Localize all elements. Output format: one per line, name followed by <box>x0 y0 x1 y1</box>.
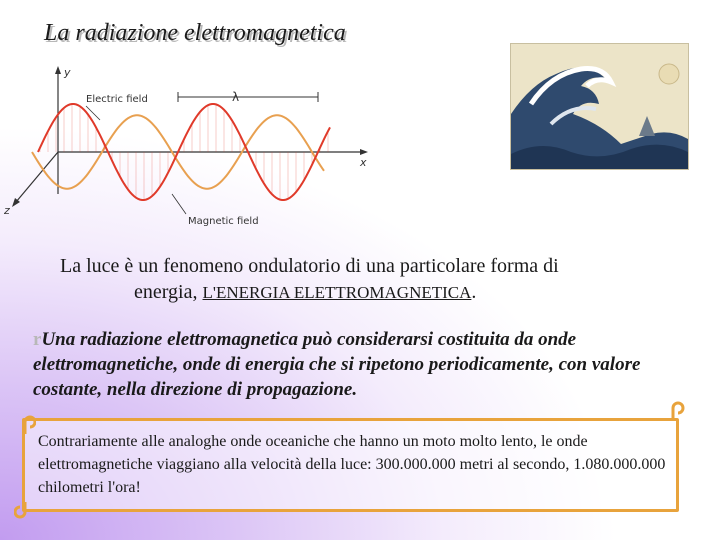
scroll-callout <box>14 410 689 520</box>
scroll-curl-top-left-icon <box>14 414 36 436</box>
intro-line-1: La luce è un fenomeno ondulatorio di una particolare forma di <box>60 255 559 277</box>
em-wave-diagram <box>0 62 380 232</box>
great-wave-image <box>510 43 689 170</box>
x-axis-arrow <box>360 149 368 155</box>
definition-paragraph <box>33 327 693 402</box>
z-axis-label: z <box>4 204 10 217</box>
bullet-icon: r <box>33 329 42 350</box>
definition-text: Una radiazione elettromagnetica può considerarsi costituita da onde elettromagnetiche, onde di energia che si ripetono periodicamente, con valore costante, nella direzione di propagazione. <box>33 329 641 400</box>
x-axis-label: x <box>360 156 367 169</box>
scroll-curl-bottom-left-icon <box>14 500 36 522</box>
scroll-text: Contrariamente alle analoghe onde oceaniche che hanno un moto molto lento, le onde elettromagnetiche viaggiano alla velocità della luce: 300.000.000 metri al secondo, 1.080.000.000 chilometri l'ora! <box>38 433 666 496</box>
y-axis-label: y <box>64 66 71 79</box>
y-axis-arrow <box>55 66 61 74</box>
intro-line-2-suffix: . <box>471 281 477 303</box>
slide-title: La radiazione elettromagnetica <box>44 20 346 46</box>
electric-field-label: Electric field <box>86 94 148 105</box>
intro-emphasis: L'ENERGIA ELETTROMAGNETICA <box>202 283 472 302</box>
magnetic-field-label: Magnetic field <box>188 216 259 227</box>
scroll-curl-top-right-icon <box>667 400 689 422</box>
intro-text <box>60 253 650 306</box>
wavelength-label: λ <box>232 90 240 104</box>
intro-line-2-prefix: energia, <box>134 281 203 303</box>
